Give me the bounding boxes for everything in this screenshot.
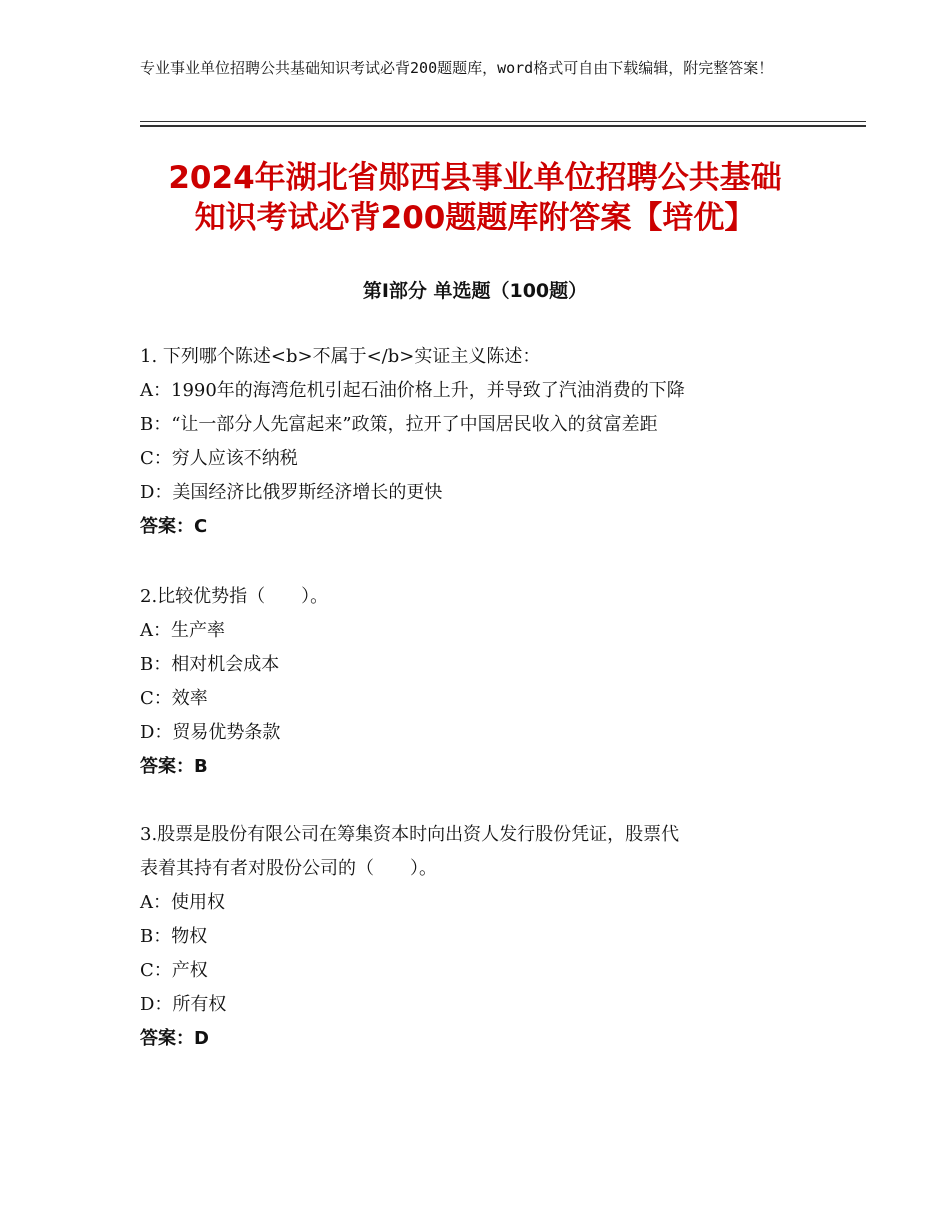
option-d: D：美国经济比俄罗斯经济增长的更快 bbox=[140, 482, 443, 503]
question-3 bbox=[140, 818, 820, 1056]
option-c: C：产权 bbox=[140, 960, 208, 981]
option-b: B：物权 bbox=[140, 926, 208, 947]
option-a: A：生产率 bbox=[140, 620, 225, 641]
answer: 答案：C bbox=[140, 516, 208, 537]
question-stem-line-1: 3.股票是股份有限公司在筹集资本时向出资人发行股份凭证，股票代 bbox=[140, 824, 680, 845]
question-stem: 1. 下列哪个陈述<b>不属于</b>实证主义陈述： bbox=[140, 346, 541, 367]
option-b: B：相对机会成本 bbox=[140, 654, 280, 675]
answer: 答案：B bbox=[140, 756, 208, 777]
question-stem-line-2: 表着其持有者对股份公司的（ ）。 bbox=[140, 858, 437, 879]
option-b: B：“让一部分人先富起来”政策，拉开了中国居民收入的贫富差距 bbox=[140, 414, 658, 435]
question-2 bbox=[140, 580, 820, 784]
option-d: D：所有权 bbox=[140, 994, 227, 1015]
document-title-line-2: 知识考试必背200题题库附答案【培优】 bbox=[194, 200, 756, 236]
option-c: C：穷人应该不纳税 bbox=[140, 448, 298, 469]
header-rule-thin bbox=[140, 121, 866, 122]
option-c: C：效率 bbox=[140, 688, 208, 709]
option-a: A：使用权 bbox=[140, 892, 225, 913]
header-rule-thick bbox=[140, 125, 866, 127]
option-d: D：贸易优势条款 bbox=[140, 722, 281, 743]
section-title: 第Ⅰ部分 单选题（100题） bbox=[362, 280, 588, 302]
document-title-line-1: 2024年湖北省郧西县事业单位招聘公共基础 bbox=[168, 160, 782, 196]
question-stem: 2.比较优势指（ ）。 bbox=[140, 586, 329, 607]
header-note: 专业事业单位招聘公共基础知识考试必背200题题库，word格式可自由下载编辑，附完整答案！ bbox=[140, 59, 774, 77]
option-a: A：1990年的海湾危机引起石油价格上升，并导致了汽油消费的下降 bbox=[140, 380, 685, 401]
document-title bbox=[100, 158, 850, 238]
question-1 bbox=[140, 340, 820, 544]
answer: 答案：D bbox=[140, 1028, 209, 1049]
